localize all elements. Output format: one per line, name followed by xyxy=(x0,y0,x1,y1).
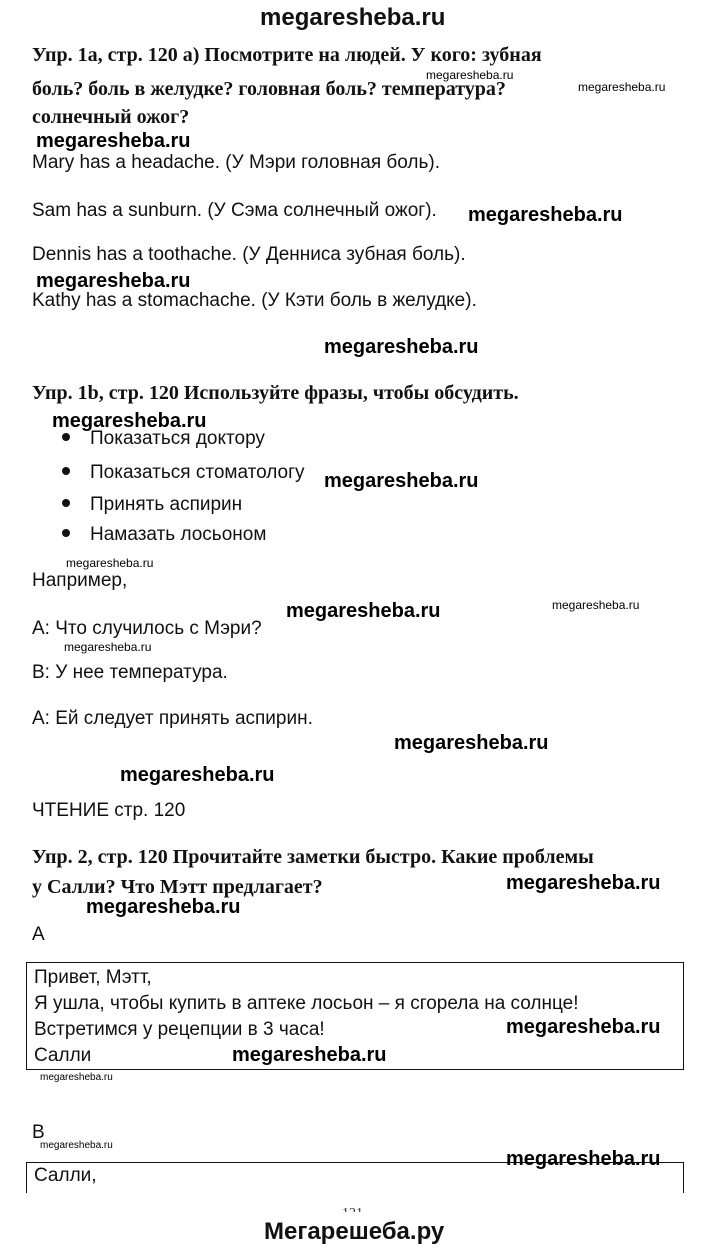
ex1a-answer: Mary has a headache. (У Мэри головная боль). xyxy=(32,152,441,173)
watermark: megaresheba.ru xyxy=(468,204,623,226)
watermark: megaresheba.ru xyxy=(552,598,640,612)
note-b-label: В xyxy=(32,1122,45,1143)
ex1a-answer: Dennis has a toothache. (У Денниса зубная боль). xyxy=(32,244,466,265)
site-header: megaresheba.ru xyxy=(260,4,446,31)
bullet-text: Показаться доктору xyxy=(90,428,265,449)
dialogue-line: А: Что случилось с Мэри? xyxy=(32,618,262,639)
bullet-icon xyxy=(62,433,70,441)
bullet-item xyxy=(62,462,305,484)
watermark: megaresheba.ru xyxy=(232,1044,387,1066)
watermark: megaresheba.ru xyxy=(40,1072,113,1083)
note-b-line: Салли, xyxy=(34,1165,97,1186)
watermark: megaresheba.ru xyxy=(506,1016,661,1038)
watermark: megaresheba.ru xyxy=(36,130,191,152)
watermark: megaresheba.ru xyxy=(52,410,207,432)
watermark: megaresheba.ru xyxy=(66,556,154,570)
watermark: megaresheba.ru xyxy=(324,470,479,492)
watermark: megaresheba.ru xyxy=(36,270,191,292)
watermark: megaresheba.ru xyxy=(86,896,241,918)
bullet-icon xyxy=(62,499,70,507)
bullet-text: Принять аспирин xyxy=(90,494,243,515)
reading-title: ЧТЕНИЕ стр. 120 xyxy=(32,800,186,821)
bullet-icon xyxy=(62,529,70,537)
note-a-label: А xyxy=(32,924,45,945)
ex1a-heading-line3: солнечный ожог? xyxy=(32,106,190,128)
bullet-text: Намазать лосьоном xyxy=(90,524,267,545)
dialogue-line: А: Ей следует принять аспирин. xyxy=(32,708,313,729)
watermark: megaresheba.ru xyxy=(324,336,479,358)
watermark: megaresheba.ru xyxy=(506,1148,661,1170)
note-a-line: Я ушла, чтобы купить в аптеке лосьон – я сгорела на солнце! xyxy=(34,993,579,1014)
ex1a-heading-line2: боль? боль в желудке? головная боль? температура? xyxy=(32,78,506,100)
note-a-line: Привет, Мэтт, xyxy=(34,967,152,988)
watermark: megaresheba.ru xyxy=(426,68,514,82)
bullet-item xyxy=(62,494,242,516)
bullet-icon xyxy=(62,467,70,475)
watermark: megaresheba.ru xyxy=(64,640,152,654)
watermark: megaresheba.ru xyxy=(286,600,441,622)
watermark: megaresheba.ru xyxy=(40,1140,113,1151)
ex1b-heading: Упр. 1b, стр. 120 Используйте фразы, чтобы обсудить. xyxy=(32,382,519,404)
footer-brand: Мегарешеба.ру xyxy=(264,1218,445,1245)
ex2-heading-line1: Упр. 2, стр. 120 Прочитайте заметки быстро. Какие проблемы xyxy=(32,846,594,868)
dialogue-line: В: У нее температура. xyxy=(32,662,228,683)
ex1a-answer: Kathy has a stomachache. (У Кэти боль в желудке). xyxy=(32,290,477,311)
example-label: Например, xyxy=(32,570,128,591)
footer-bar xyxy=(0,1212,720,1252)
ex2-heading-line2: у Салли? Что Мэтт предлагает? xyxy=(32,876,323,898)
watermark: megaresheba.ru xyxy=(506,872,661,894)
note-a-line: Салли xyxy=(34,1045,92,1066)
note-a-line: Встретимся у рецепции в 3 часа! xyxy=(34,1019,325,1040)
watermark: megaresheba.ru xyxy=(578,80,666,94)
bullet-item xyxy=(62,524,266,546)
watermark: megaresheba.ru xyxy=(120,764,275,786)
bullet-text: Показаться стоматологу xyxy=(90,462,305,483)
ex1a-heading-line1: Упр. 1a, стр. 120 а) Посмотрите на людей. У кого: зубная xyxy=(32,44,542,66)
watermark: megaresheba.ru xyxy=(394,732,549,754)
ex1a-answer: Sam has a sunburn. (У Сэма солнечный ожог). xyxy=(32,200,437,221)
